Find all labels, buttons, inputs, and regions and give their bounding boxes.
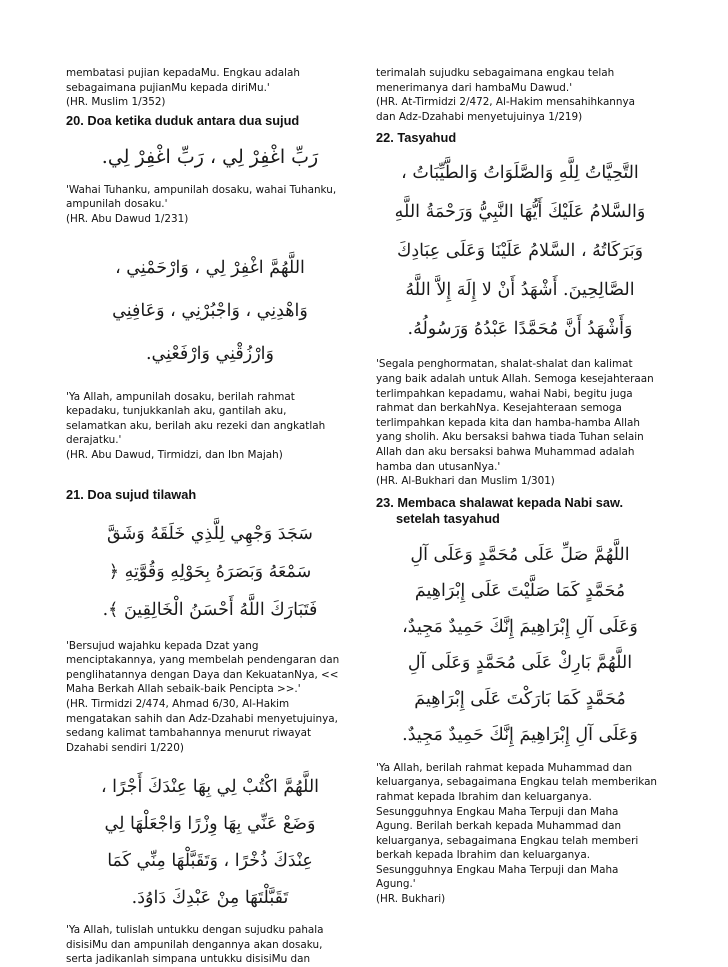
translation-21a: 'Bersujud wajahku kepada Dzat yang menciptakannya, yang membelah pendengaran dan penglihatannya dengan Daya dan KekuatanNya, << Maha Berkah Allah sebaik-baik Pencipta >>.' (HR. Tirmidzi 2/474, Ahmad 6/30, Al-Hakim mengatakan sahih dan Adz-Dzahabi menyetujuinya, sedang kalimat tambahannya menurut riwayat Dzahabi sendiri 1/220): [66, 639, 340, 754]
arabic-doa-20a: رَبِّ اغْفِرْ لِي ، رَبِّ اغْفِرْ لِي.: [101, 145, 319, 168]
arabic-shalawat: اللَّهُمَّ صَلِّ عَلَى مُحَمَّدٍ وَعَلَى آلِ مُحَمَّدٍ كَمَا صَلَّيْتَ عَلَى إِبْرَاهِيمَ وَعَلَى آلِ إِبْرَاهِيمَ إِنَّكَ حَمِيدٌ مَجِيدٌ، اللَّهُمَّ بَارِكْ عَلَى مُحَمَّدٍ وَعَلَى آلِ مُحَمَّدٍ كَمَا بَارَكْتَ عَلَى إِبْرَاهِيمَ وَعَلَى آلِ إِبْرَاهِيمَ إِنَّكَ حَمِيدٌ مَجِيدٌ.: [402, 544, 638, 745]
translation-22: 'Segala penghormatan, shalat-shalat dan kalimat yang baik adalah untuk Allah. Semoga kesejahteraan terlimpahkan kepadamu, wahai Nabi, begitu juga rahmat dan berkahNya. Kesejahteraan semoga terlimpahkan kepada kita dan hamba-hamba Allah yang sholih. Aku bersaksi bahwa tiada Tuhan selain Allah dan aku bersaksi bahwa Muhammad adalah hamba dan utusanNya.' (HR. Al-Bukhari dan Muslim 1/301): [376, 358, 654, 488]
section-20-heading: 20. Doa ketika duduk antara dua sujud: [66, 112, 300, 128]
arabic-tasyahud: التَّحِيَّاتُ لِلَّهِ وَالصَّلَوَاتُ وَالطَّيِّبَاتُ ، وَالسَّلامُ عَلَيْكَ أَيُّهَا النَّبِيُّ وَرَحْمَةُ اللَّهِ وَبَرَكَاتُهُ ، السَّلامُ عَلَيْنَا وَعَلَى عِبَادِكَ الصَّالِحِينَ. أَشْهَدُ أَنْ لا إِلَهَ إِلاَّ اللَّهُ وَأَشْهَدُ أَنَّ مُحَمَّدًا عَبْدُهُ وَرَسُولُهُ.: [394, 163, 646, 340]
left-intro-text: membatasi pujian kepadaMu. Engkau adalah sebagaimana pujianMu kepada diriMu.' (HR. Muslim 1/352): [66, 67, 300, 109]
right-intro-text: terimalah sujudku sebagaimana engkau telah menerimanya dari hambaMu Dawud.' (HR. At-Tirmidzi 2/472, Al-Hakim mensahihkannya dan Adz-Dzahabi menyetujuinya 1/219): [376, 67, 635, 123]
arabic-doa-21a: سَجَدَ وَجْهِي لِلَّذِي خَلَقَهُ وَشَقَّ سَمْعَهُ وَبَصَرَهُ بِحَوْلِهِ وَقُوَّتِهِ ﴿ فَتَبَارَكَ اللَّهُ أَحْسَنُ الْخَالِقِينَ ﴾.: [102, 523, 318, 620]
section-22-heading: 22. Tasyahud: [376, 130, 457, 146]
translation-20a: 'Wahai Tuhanku, ampunilah dosaku, wahai Tuhanku, ampunilah dosaku.' (HR. Abu Dawud 1/231): [66, 183, 337, 225]
left-column: [66, 66, 354, 967]
arabic-doa-20b: اللَّهُمَّ اغْفِرْ لِي ، وَارْحَمْنِي ، وَاهْدِنِي ، وَاجْبُرْنِي ، وَعَافِنِي وَارْزُقْنِي وَارْفَعْنِي.: [112, 257, 308, 364]
arabic-doa-21b: اللَّهُمَّ اكْتُبْ لِي بِهَا عِنْدَكَ أَجْرًا ، وَضَعْ عَنِّي بِهَا وِزْرًا وَاجْعَلْهَا لِي عِنْدَكَ ذُخْرًا ، وَتَقَبَّلْهَا مِنِّي كَمَا تَقَبَّلْتَهَا مِنْ عَبْدِكَ دَاوُدَ.: [100, 777, 320, 909]
translation-23: 'Ya Allah, berilah rahmat kepada Muhammad dan keluarganya, sebagaimana Engkau telah memberikan rahmat kepada Ibrahim dan keluarganya. Sesungguhnya Engkau Maha Terpuji dan Maha Agung. Berilah berkah kepada Muhammad dan keluarganya, sebagaimana Engkau telah memberi berkah kepada Ibrahim dan keluarganya. Sesungguhnya Engkau Maha Terpuji dan Maha Agung.' (HR. Bukhari): [376, 761, 658, 906]
section-23-heading: 23. Membaca shalawat kepada Nabi saw. setelah tasyahud: [376, 494, 624, 526]
translation-21b: 'Ya Allah, tulislah untukku dengan sujudku pahala disisiMu dan ampunilah dengannya akan dosaku, serta jadikanlah simpana untukku disisiMu dan: [66, 924, 324, 966]
translation-20b: 'Ya Allah, ampunilah dosaku, berilah rahmat kepadaku, tunjukkanlah aku, gantilah aku, selamatkan aku, berilah aku rezeki dan angkatlah derajatku.' (HR. Abu Dawud, Tirmidzi, dan Ibn Majah): [66, 390, 326, 461]
section-21-heading: 21. Doa sujud tilawah: [66, 486, 197, 502]
right-column: [376, 66, 664, 907]
